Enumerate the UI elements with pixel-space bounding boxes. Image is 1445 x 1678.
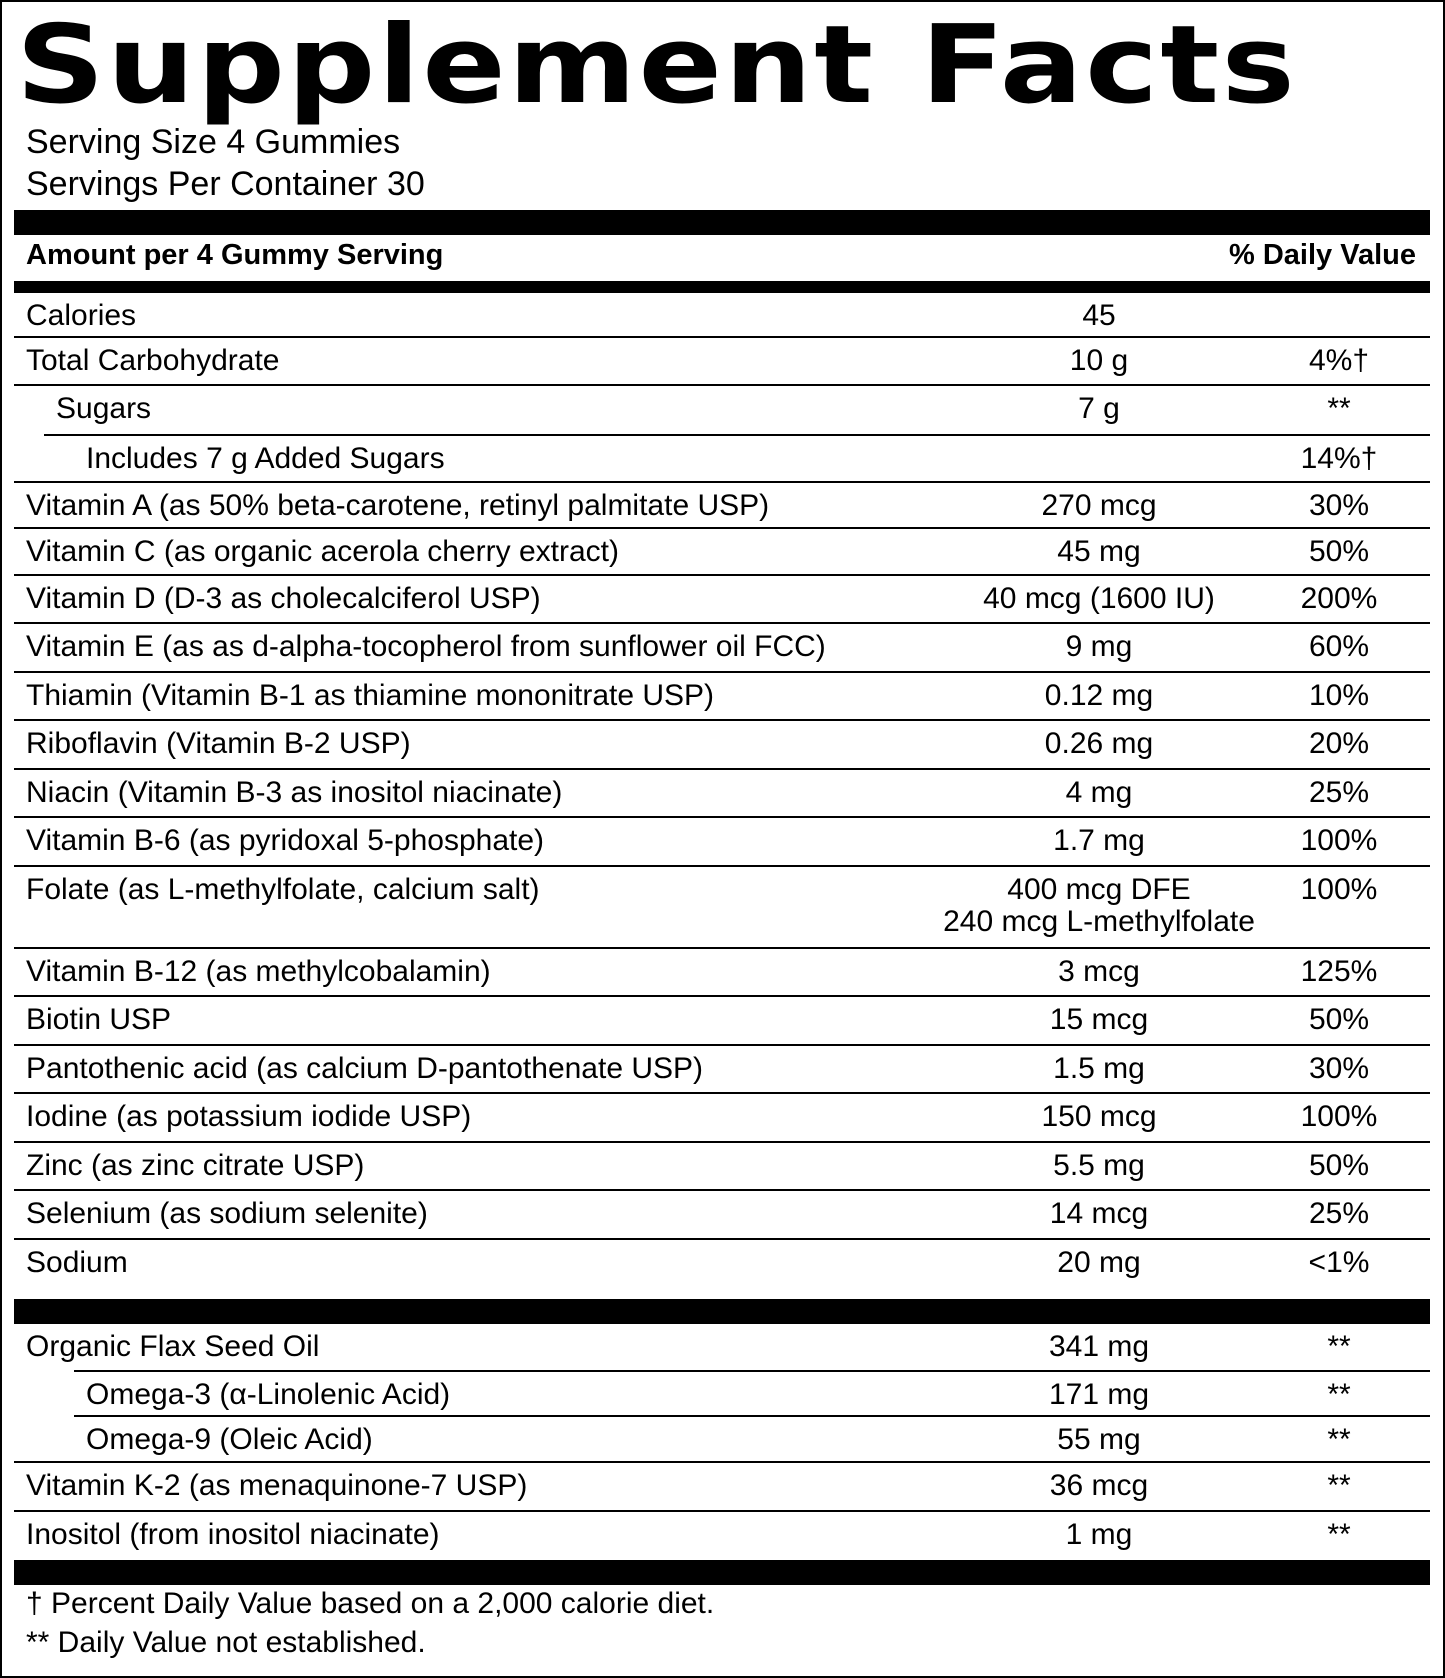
nutrient-name: Sugars (56, 392, 152, 425)
table-row (14, 1094, 1430, 1143)
nutrient-name: Iodine (as potassium iodide USP) (26, 1100, 472, 1133)
table-row (14, 1191, 1430, 1240)
nutrient-amount: 1.7 mg (1053, 824, 1145, 857)
footnote-daily-value: † Percent Daily Value based on a 2,000 calorie diet. (26, 1587, 715, 1620)
thick-divider (14, 1299, 1430, 1324)
nutrient-daily-value: 14%† (1300, 442, 1378, 475)
nutrient-amount: 400 mcg DFE (1007, 873, 1191, 906)
nutrient-amount: 5.5 mg (1053, 1149, 1145, 1182)
nutrient-table (14, 293, 1430, 1289)
table-row (14, 1463, 1430, 1512)
table-row (14, 483, 1430, 529)
table-row (14, 818, 1430, 867)
nutrient-name: Vitamin B-6 (as pyridoxal 5-phosphate) (26, 824, 545, 857)
nutrient-daily-value: 60% (1308, 630, 1370, 663)
nutrient-daily-value: ** (1327, 1378, 1351, 1411)
nutrient-name: Vitamin A (as 50% beta-carotene, retinyl palmitate USP) (26, 489, 770, 522)
nutrient-daily-value: 20% (1308, 727, 1370, 760)
nutrient-amount: 45 (1082, 299, 1116, 332)
table-row (14, 1372, 1430, 1417)
nutrient-daily-value: 100% (1300, 824, 1378, 857)
nutrient-amount: 7 g (1078, 392, 1120, 425)
table-row (14, 576, 1430, 624)
table-row (14, 1143, 1430, 1191)
nutrient-amount: 0.12 mg (1044, 679, 1154, 712)
nutrient-amount: 150 mcg (1041, 1100, 1157, 1133)
nutrient-daily-value: 4%† (1308, 344, 1370, 377)
serving-size: Serving Size 4 Gummies (26, 123, 401, 161)
nutrient-amount: 171 mg (1048, 1378, 1150, 1411)
nutrient-daily-value: 25% (1308, 776, 1370, 809)
nutrient-amount: 4 mg (1065, 776, 1133, 809)
table-row (14, 949, 1430, 997)
table-row (14, 867, 1430, 949)
nutrient-name: Selenium (as sodium selenite) (26, 1197, 428, 1230)
nutrient-name: Vitamin D (D-3 as cholecalciferol USP) (26, 582, 541, 615)
nutrient-name: Omega-9 (Oleic Acid) (86, 1423, 373, 1456)
nutrient-name: Omega-3 (α-Linolenic Acid) (86, 1378, 451, 1411)
nutrient-name: Total Carbohydrate (26, 344, 280, 377)
table-row (14, 721, 1430, 770)
nutrient-amount: 1.5 mg (1053, 1052, 1145, 1085)
nutrient-daily-value: ** (1327, 1330, 1351, 1363)
table-row (14, 997, 1430, 1046)
nutrient-daily-value: 50% (1308, 1149, 1370, 1182)
nutrient-name: Zinc (as zinc citrate USP) (26, 1149, 365, 1182)
nutrient-amount: 40 mcg (1600 IU) (983, 582, 1215, 615)
nutrient-name: Inositol (from inositol niacinate) (26, 1518, 440, 1551)
nutrient-daily-value: 30% (1308, 489, 1370, 522)
nutrient-amount: 341 mg (1048, 1330, 1150, 1363)
table-row (14, 293, 1430, 338)
nutrient-name: Thiamin (Vitamin B-1 as thiamine mononitrate USP) (26, 679, 715, 712)
table-row (14, 386, 1430, 436)
nutrient-daily-value: <1% (1308, 1246, 1370, 1279)
table-row (14, 436, 1430, 483)
nutrient-amount: 1 mg (1065, 1518, 1133, 1551)
thick-divider (14, 281, 1430, 293)
nutrient-name: Includes 7 g Added Sugars (86, 442, 445, 475)
nutrient-name: Biotin USP (26, 1003, 172, 1036)
nutrient-daily-value: 100% (1300, 1100, 1378, 1133)
table-row (14, 1324, 1430, 1372)
nutrient-name: Folate (as L-methylfolate, calcium salt) (26, 873, 540, 906)
table-row (14, 673, 1430, 721)
nutrient-amount: 20 mg (1057, 1246, 1141, 1279)
nutrient-name: Niacin (Vitamin B-3 as inositol niacinate) (26, 776, 563, 809)
nutrient-name: Vitamin B-12 (as methylcobalamin) (26, 955, 491, 988)
nutrient-daily-value: 100% (1300, 873, 1378, 906)
nutrient-name: Pantothenic acid (as calcium D-pantothenate USP) (26, 1052, 704, 1085)
nutrient-daily-value: 50% (1308, 535, 1370, 568)
nutrient-amount: 55 mg (1057, 1423, 1141, 1456)
table-row (14, 1512, 1430, 1560)
nutrient-amount: 0.26 mg (1044, 727, 1154, 760)
nutrient-daily-value: ** (1327, 1518, 1351, 1551)
thick-divider (14, 210, 1430, 235)
nutrient-name: Riboflavin (Vitamin B-2 USP) (26, 727, 411, 760)
nutrient-daily-value: 10% (1308, 679, 1370, 712)
table-row (14, 1046, 1430, 1094)
table-row (14, 770, 1430, 818)
nutrient-name: Vitamin C (as organic acerola cherry extract) (26, 535, 619, 568)
panel-title: Supplement Facts (16, 3, 1298, 128)
nutrient-amount: 270 mcg (1041, 489, 1157, 522)
nutrient-daily-value: ** (1327, 1469, 1351, 1502)
nutrient-daily-value: 25% (1308, 1197, 1370, 1230)
daily-value-label: % Daily Value (1229, 239, 1416, 271)
nutrient-amount: 15 mcg (1049, 1003, 1149, 1036)
table-row (14, 1240, 1430, 1289)
nutrient-amount: 9 mg (1065, 630, 1133, 663)
nutrient-name: Organic Flax Seed Oil (26, 1330, 320, 1363)
table-row (14, 529, 1430, 576)
servings-per-container: Servings Per Container 30 (26, 165, 425, 203)
column-header (14, 233, 1430, 277)
footnote-not-established: ** Daily Value not established. (26, 1626, 426, 1659)
other-ingredients-table (14, 1324, 1430, 1560)
table-row (14, 624, 1430, 673)
nutrient-name: Sodium (26, 1246, 128, 1279)
nutrient-amount-secondary: 240 mcg L-methylfolate (943, 905, 1255, 938)
nutrient-amount: 45 mg (1057, 535, 1141, 568)
nutrient-daily-value: ** (1327, 392, 1351, 425)
nutrient-amount: 14 mcg (1049, 1197, 1149, 1230)
nutrient-amount: 36 mcg (1049, 1469, 1149, 1502)
nutrient-daily-value: 200% (1300, 582, 1378, 615)
table-row (14, 1417, 1430, 1463)
nutrient-amount: 10 g (1069, 344, 1129, 377)
table-row (14, 338, 1430, 386)
amount-per-serving-label: Amount per 4 Gummy Serving (26, 239, 444, 271)
nutrient-amount: 3 mcg (1058, 955, 1140, 988)
nutrient-name: Calories (26, 299, 137, 332)
nutrient-daily-value: 30% (1308, 1052, 1370, 1085)
thick-divider (14, 1560, 1430, 1585)
nutrient-daily-value: 125% (1300, 955, 1378, 988)
nutrient-name: Vitamin K-2 (as menaquinone-7 USP) (26, 1469, 528, 1502)
nutrient-name: Vitamin E (as as d-alpha-tocopherol from sunflower oil FCC) (26, 630, 826, 663)
nutrient-daily-value: 50% (1308, 1003, 1370, 1036)
nutrient-daily-value: ** (1327, 1423, 1351, 1456)
